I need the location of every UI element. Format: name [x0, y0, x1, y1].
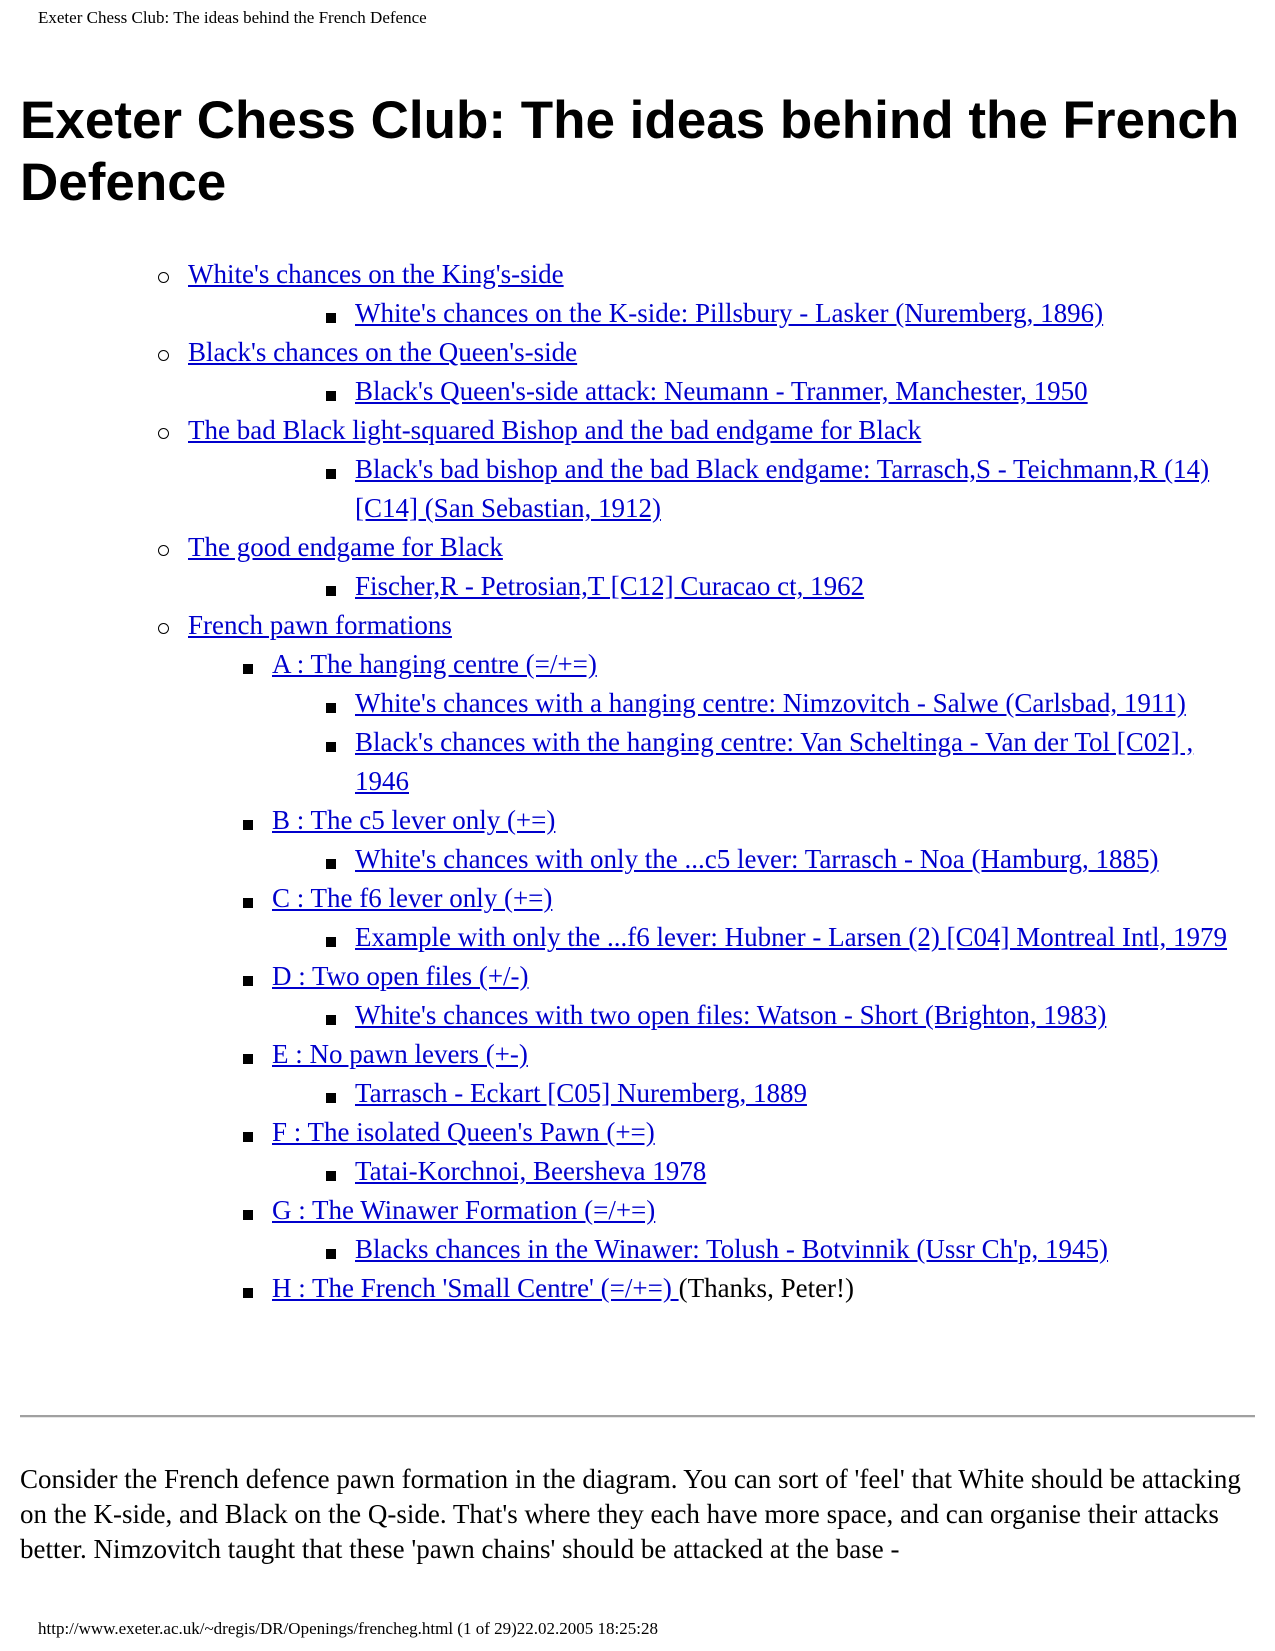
toc-item: [0, 1152, 1275, 1191]
square-bullet-icon: [243, 1269, 253, 1308]
toc-item: [0, 255, 1275, 294]
toc-item: [0, 645, 1275, 684]
toc-item: [0, 801, 1275, 840]
toc-link[interactable]: White's chances with a hanging centre: Nimzovitch - Salwe (Carlsbad, 1911): [355, 688, 1186, 718]
toc-item: [0, 1269, 1275, 1308]
toc-link[interactable]: Blacks chances in the Winawer: Tolush - Botvinnik (Ussr Ch'p, 1945): [355, 1234, 1109, 1264]
toc-link[interactable]: Black's chances with the hanging centre: Van Scheltinga - Van der Tol [C02] , 1946: [355, 727, 1194, 796]
square-bullet-icon: [326, 567, 336, 606]
toc-item: [0, 567, 1275, 606]
table-of-contents: [0, 255, 1275, 1308]
toc-item: [0, 996, 1275, 1035]
square-bullet-icon: [326, 684, 336, 723]
square-bullet-icon: [326, 723, 336, 762]
toc-link[interactable]: D : Two open files (+/-): [272, 961, 529, 991]
square-bullet-icon: [326, 996, 336, 1035]
toc-link[interactable]: F : The isolated Queen's Pawn (+=): [272, 1117, 655, 1147]
page-title: Exeter Chess Club: The ideas behind the French Defence: [20, 91, 1240, 212]
toc-link[interactable]: Black's chances on the Queen's-side: [188, 337, 578, 367]
toc-link[interactable]: White's chances on the K-side: Pillsbury - Lasker (Nuremberg, 1896): [355, 298, 1104, 328]
toc-link[interactable]: Tatai-Korchnoi, Beersheva 1978: [355, 1156, 707, 1186]
horizontal-rule: [20, 1415, 1255, 1418]
toc-link[interactable]: Example with only the ...f6 lever: Hubner - Larsen (2) [C04] Montreal Intl, 1979: [355, 922, 1228, 952]
toc-link[interactable]: Black's bad bishop and the bad Black endgame: Tarrasch,S - Teichmann,R (14) [C14] (San Sebastian, 1912): [355, 454, 1210, 523]
toc-link[interactable]: B : The c5 lever only (+=): [272, 805, 556, 835]
toc-item: [0, 333, 1275, 372]
square-bullet-icon: [243, 957, 253, 996]
toc-item: [0, 840, 1275, 879]
toc-item: [0, 918, 1275, 957]
body-paragraph: Consider the French defence pawn formation in the diagram. You can sort of 'feel' that White should be attacking on the K-side, and Black on the Q-side. That's where they each have more space, and can organise their attacks better. Nimzovitch taught that these 'pawn chains' should be attacked at the base -: [20, 1464, 1241, 1564]
toc-link[interactable]: E : No pawn levers (+-): [272, 1039, 528, 1069]
square-bullet-icon: [326, 1074, 336, 1113]
toc-item: [0, 606, 1275, 645]
toc-link[interactable]: French pawn formations: [188, 610, 452, 640]
square-bullet-icon: [243, 1035, 253, 1074]
toc-item: [0, 450, 1275, 528]
toc-item: [0, 1035, 1275, 1074]
toc-item: [0, 1074, 1275, 1113]
toc-link[interactable]: White's chances on the King's-side: [188, 259, 564, 289]
toc-link[interactable]: A : The hanging centre (=/+=): [272, 649, 597, 679]
circle-bullet-icon: [158, 255, 169, 294]
toc-item: [0, 879, 1275, 918]
toc-item: [0, 1113, 1275, 1152]
toc-link[interactable]: Fischer,R - Petrosian,T [C12] Curacao ct, 1962: [355, 571, 865, 601]
square-bullet-icon: [326, 1230, 336, 1269]
toc-link[interactable]: H : The French 'Small Centre' (=/+=): [272, 1273, 679, 1303]
print-header: Exeter Chess Club: The ideas behind the French Defence: [38, 8, 427, 27]
square-bullet-icon: [243, 1113, 253, 1152]
circle-bullet-icon: [158, 411, 169, 450]
toc-link[interactable]: The bad Black light-squared Bishop and the bad endgame for Black: [188, 415, 922, 445]
square-bullet-icon: [243, 801, 253, 840]
square-bullet-icon: [326, 1152, 336, 1191]
square-bullet-icon: [243, 1191, 253, 1230]
toc-item: [0, 372, 1275, 411]
toc-item: [0, 294, 1275, 333]
toc-link[interactable]: Black's Queen's-side attack: Neumann - Tranmer, Manchester, 1950: [355, 376, 1088, 406]
square-bullet-icon: [326, 918, 336, 957]
square-bullet-icon: [326, 840, 336, 879]
square-bullet-icon: [243, 645, 253, 684]
square-bullet-icon: [326, 450, 336, 489]
square-bullet-icon: [243, 879, 253, 918]
toc-item: [0, 411, 1275, 450]
square-bullet-icon: [326, 372, 336, 411]
circle-bullet-icon: [158, 528, 169, 567]
toc-link[interactable]: C : The f6 lever only (+=): [272, 883, 553, 913]
toc-note: (Thanks, Peter!): [678, 1273, 855, 1303]
circle-bullet-icon: [158, 606, 169, 645]
toc-item: [0, 1230, 1275, 1269]
toc-link[interactable]: G : The Winawer Formation (=/+=): [272, 1195, 656, 1225]
toc-item: [0, 957, 1275, 996]
toc-item: [0, 528, 1275, 567]
circle-bullet-icon: [158, 333, 169, 372]
toc-link[interactable]: The good endgame for Black: [188, 532, 503, 562]
toc-item: [0, 1191, 1275, 1230]
toc-item: [0, 684, 1275, 723]
toc-item: [0, 723, 1275, 801]
toc-link[interactable]: Tarrasch - Eckart [C05] Nuremberg, 1889: [355, 1078, 807, 1108]
toc-link[interactable]: White's chances with only the ...c5 lever: Tarrasch - Noa (Hamburg, 1885): [355, 844, 1159, 874]
print-footer: http://www.exeter.ac.uk/~dregis/DR/Openings/frencheg.html (1 of 29)22.02.2005 18:25:28: [38, 1619, 658, 1638]
toc-link[interactable]: White's chances with two open files: Watson - Short (Brighton, 1983): [355, 1000, 1107, 1030]
square-bullet-icon: [326, 294, 336, 333]
